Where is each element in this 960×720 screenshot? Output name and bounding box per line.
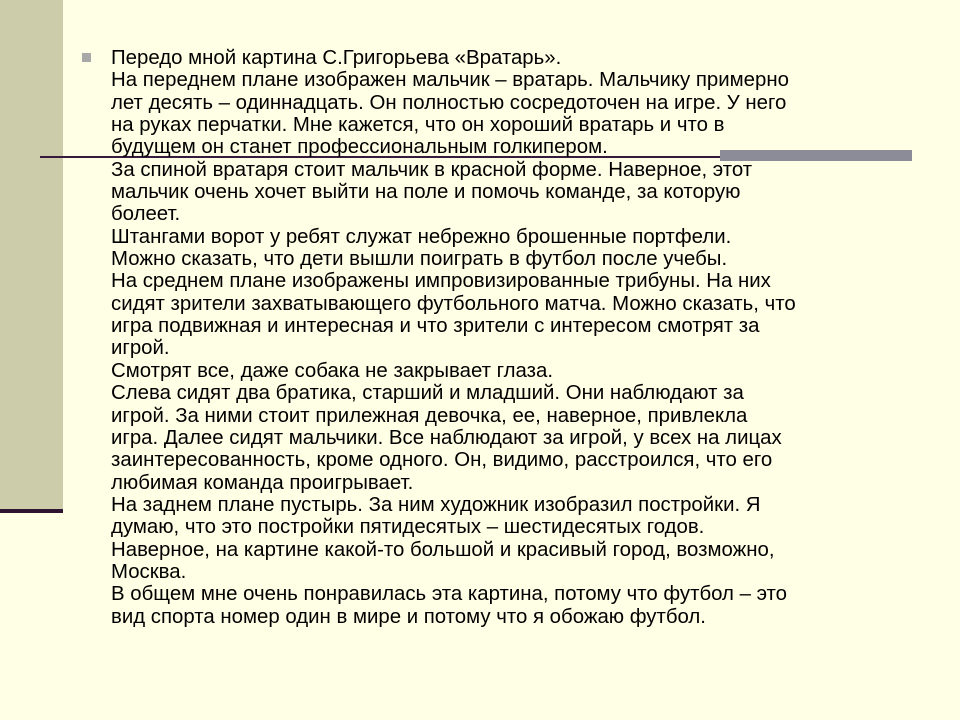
- text-line: заинтересованность, кроме одного. Он, видимо, расстроился, что его: [111, 449, 773, 472]
- text-line: На заднем плане пустырь. За ним художник изобразил постройки. Я: [111, 493, 761, 516]
- left-decorative-band: [0, 0, 63, 513]
- text-line: болеет.: [111, 203, 181, 226]
- text-line: На среднем плане изображены импровизированные трибуны. На них: [111, 270, 771, 293]
- text-line: сидят зрители захватывающего футбольного матча. Можно сказать, что: [111, 292, 796, 315]
- essay-text: [111, 47, 931, 628]
- text-line: Слева сидят два братика, старший и младший. Они наблюдают за: [111, 382, 744, 405]
- text-line: вид спорта номер один в мире и потому что я обожаю футбол.: [111, 605, 706, 628]
- text-line: Смотрят все, даже собака не закрывает глаза.: [111, 359, 554, 382]
- text-line: игрой.: [111, 337, 170, 360]
- text-line: лет десять – одиннадцать. Он полностью сосредоточен на игре. У него: [111, 91, 787, 114]
- text-line: В общем мне очень понравилась эта картина, потому что футбол – это: [111, 583, 788, 606]
- text-line: Москва.: [111, 560, 187, 583]
- text-line: игра. Далее сидят мальчики. Все наблюдают за игрой, у всех на лицах: [111, 426, 782, 449]
- text-line: игра подвижная и интересная и что зрители с интересом смотрят за: [111, 315, 760, 338]
- text-line: Можно сказать, что дети вышли поиграть в футбол после учебы.: [111, 248, 728, 271]
- text-line: думаю, что это постройки пятидесятых – шестидесятых годов.: [111, 516, 705, 539]
- text-line: Наверное, на картине какой-то большой и красивый город, возможно,: [111, 538, 775, 561]
- text-line: игрой. За ними стоит прилежная девочка, ее, наверное, привлекла: [111, 404, 748, 427]
- text-line: Штангами ворот у ребят служат небрежно брошенные портфели.: [111, 225, 732, 248]
- text-line: мальчик очень хочет выйти на поле и помочь команде, за которую: [111, 181, 741, 204]
- square-bullet-icon: [82, 53, 91, 62]
- left-band-underline: [0, 509, 63, 513]
- text-line: Передо мной картина С.Григорьева «Вратарь».: [111, 47, 562, 69]
- text-line: За спиной вратаря стоит мальчик в красной форме. Наверное, этот: [111, 158, 753, 181]
- text-line: будущем он станет профессиональным голкипером.: [111, 136, 608, 159]
- text-line: На переднем плане изображен мальчик – вратарь. Мальчику примерно: [111, 69, 789, 92]
- text-line: любимая команда проигрывает.: [111, 471, 414, 494]
- text-line: на руках перчатки. Мне кажется, что он хороший вратарь и что в: [111, 114, 725, 137]
